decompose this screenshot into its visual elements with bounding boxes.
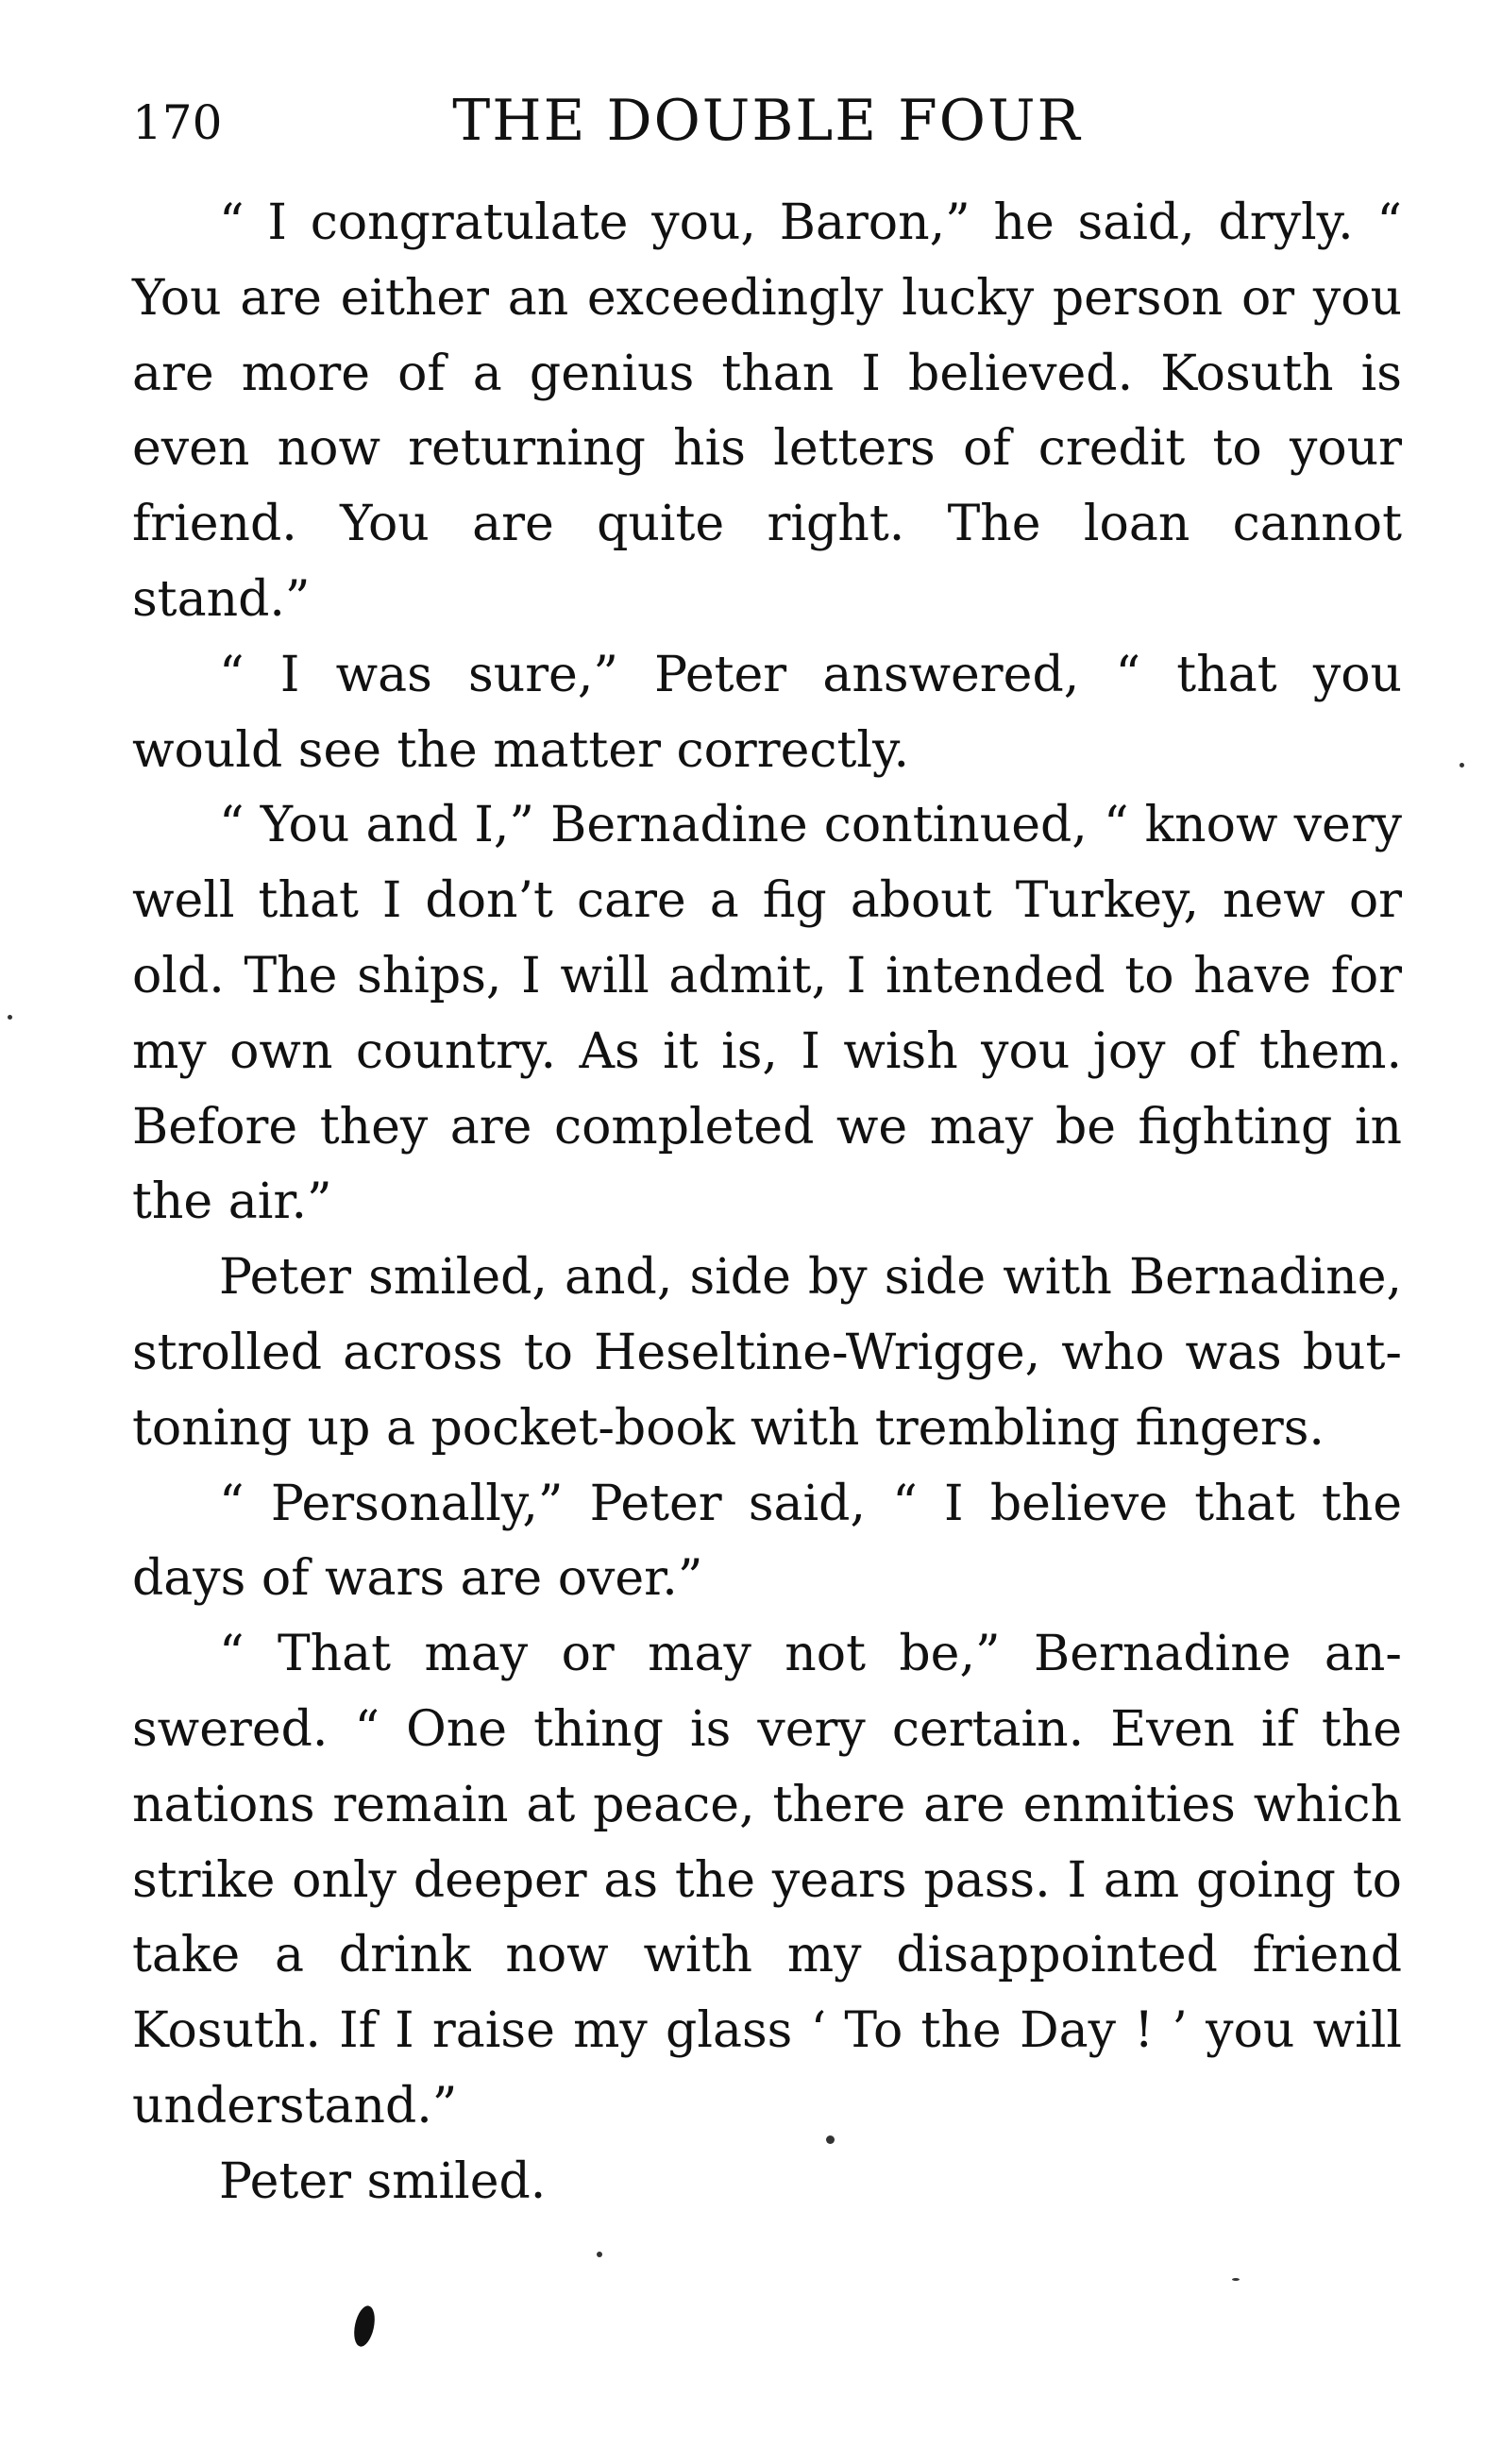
paragraph-peter-sure: “ I was sure,” Peter answered, “ that you would see the matter correctly. bbox=[132, 646, 1402, 779]
ink-speck bbox=[1460, 763, 1464, 768]
ink-speck bbox=[1232, 2278, 1240, 2281]
page-number: 170 bbox=[132, 95, 223, 150]
ink-blot-mark bbox=[351, 2304, 379, 2348]
running-title: THE DOUBLE FOUR bbox=[452, 88, 1082, 154]
body-text bbox=[132, 186, 1402, 2220]
paragraph-bernadine-ships: “ You and I,” Bernadine continued, “ know very well that I don’t care a fig about Turkey, new or old. The ships, I will admit, I intended to have for my own country. As it is, I wish you joy of them. Before they are completed we may be fighting in the air.” bbox=[132, 797, 1402, 1231]
paragraph-strolled-across: Peter smiled, and, side by side with Bernadine, strolled across to Heseltine-Wrigge, who was buttoning up a pocket-book with trembling fingers. bbox=[132, 1249, 1402, 1457]
paragraph-peter-smiled: Peter smiled. bbox=[219, 2152, 547, 2210]
ink-speck bbox=[8, 1015, 12, 1020]
paragraph-congratulate: “ I congratulate you, Baron,” he said, dryly. “ You are either an exceedingly lucky person or you are more of a genius than I believed. Kosuth is even now returning his letters of credit to your friend. You are quite right. The loan cannot stand.” bbox=[132, 194, 1402, 628]
paragraph-days-of-wars: “ Personally,” Peter said, “ I believe that the days of wars are over.” bbox=[132, 1475, 1402, 1608]
ink-speck bbox=[597, 2252, 602, 2257]
paragraph-enmities: “ That may or may not be,” Bernadine answered. “ One thing is very certain. Even if the nations remain at peace, there are enmities which strike only deeper as the years pass. I am going to take a drink now with my disappointed friend Kosuth. If I raise my glass ‘ To the Day ! ’ you will understand.” bbox=[132, 1626, 1402, 2135]
page-header bbox=[132, 87, 1402, 162]
ink-speck bbox=[826, 2135, 835, 2144]
